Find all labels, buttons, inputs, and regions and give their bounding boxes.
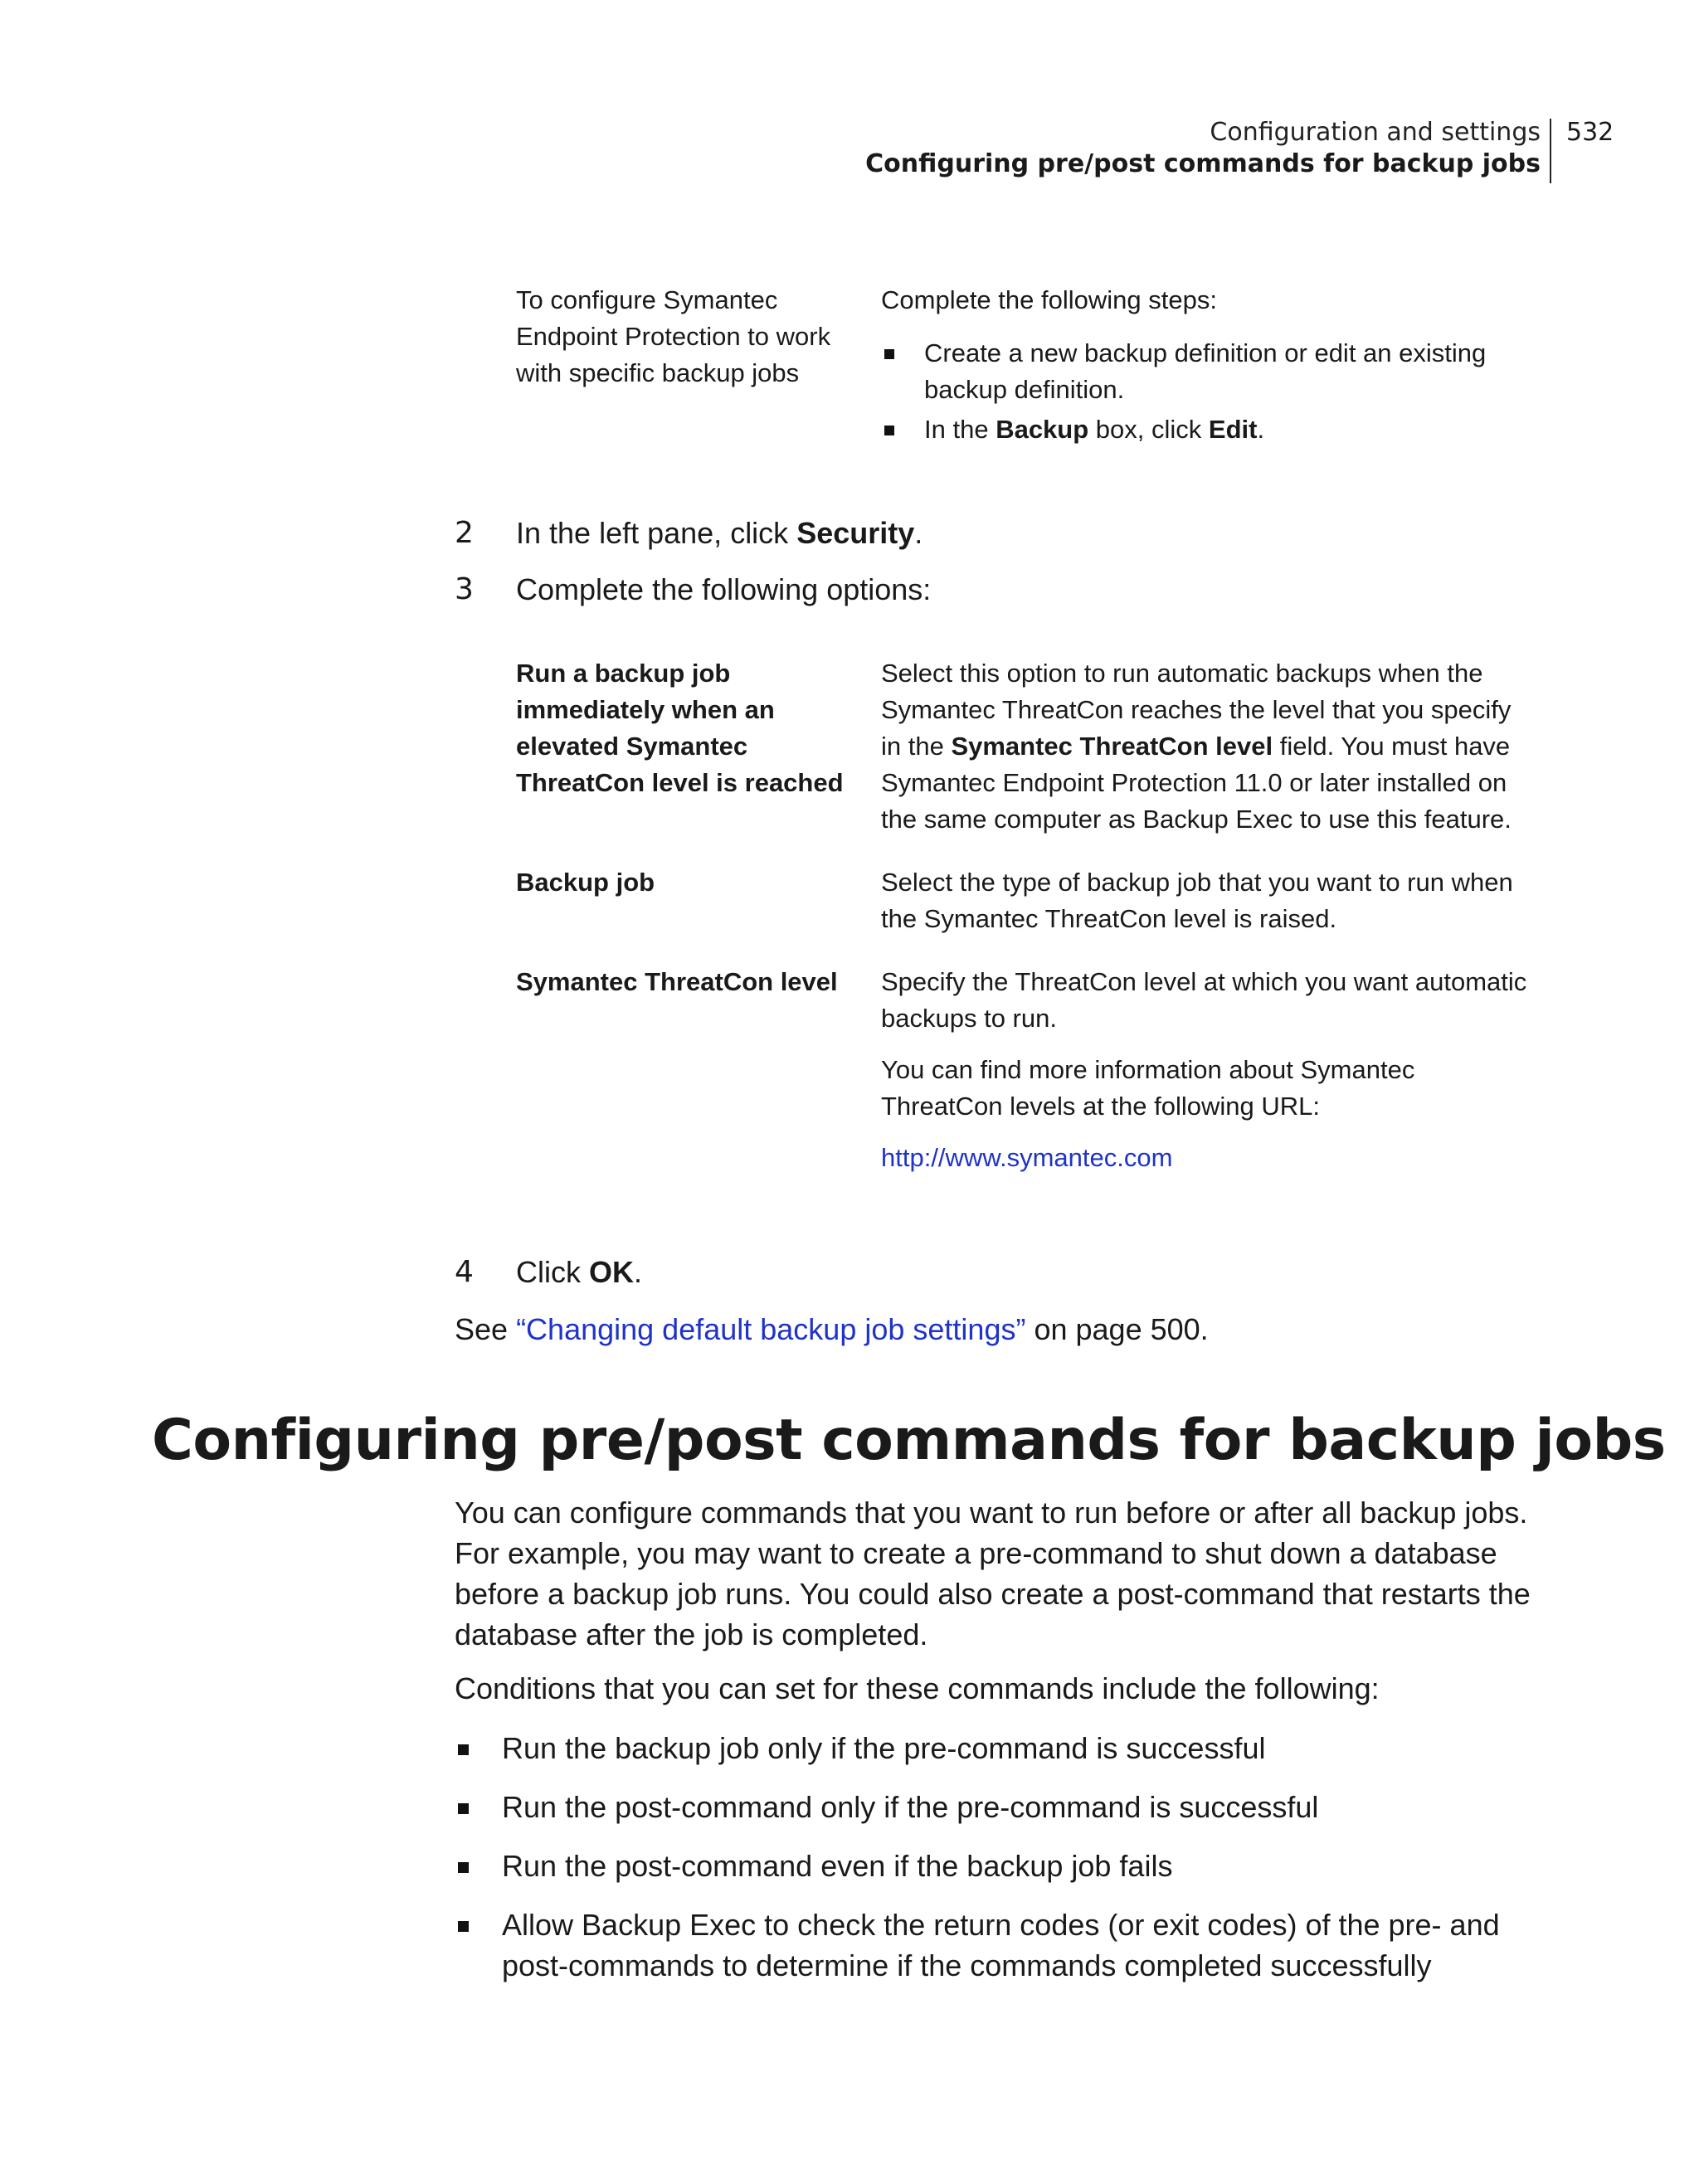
- option-row: [516, 964, 1536, 1176]
- option-label: Backup job: [516, 868, 655, 897]
- intro-paragraph: You can configure commands that you want to run before or after all backup jobs. For example, you may want to create a pre-command to shut down a database before a backup job runs. You could also create a post-command that restarts the database after the job is completed.: [455, 1496, 1531, 1651]
- bullet-icon: [458, 1744, 469, 1755]
- option-row: [516, 655, 1536, 838]
- header-section: Configuring pre/post commands for backup jobs: [865, 149, 1541, 178]
- header-chapter: Configuration and settings: [1210, 118, 1541, 147]
- list-item: [455, 1904, 1558, 1986]
- config-intro: Complete the following steps:: [881, 285, 1217, 314]
- step-number: 3: [455, 572, 474, 606]
- see-also-link[interactable]: “Changing default backup job settings”: [516, 1312, 1026, 1346]
- step-4: [455, 1253, 642, 1291]
- config-row: [516, 282, 1536, 448]
- section-heading: Configuring pre/post commands for backup jobs: [152, 1408, 1666, 1473]
- config-bullet-text: In the Backup box, click Edit.: [924, 415, 1265, 444]
- bullet-icon: [884, 426, 894, 435]
- list-item-text: Run the post-command even if the backup job fails: [502, 1849, 1173, 1883]
- step-3: [455, 571, 931, 609]
- conditions-list: [455, 1728, 1558, 2004]
- step-text: In the left pane, click Security.: [516, 516, 923, 550]
- bullet-icon: [458, 1862, 469, 1873]
- step-number: 4: [455, 1255, 474, 1289]
- config-bullet: [881, 335, 1536, 408]
- running-header: [865, 117, 1541, 180]
- option-label: Run a backup job immediately when an elevated Symantec ThreatCon level is reached: [516, 659, 844, 797]
- options-table: [516, 655, 1536, 1176]
- config-bullet-text: Create a new backup definition or edit an existing backup definition.: [924, 338, 1487, 404]
- step-2: [455, 514, 923, 552]
- option-desc: Specify the ThreatCon level at which you want automatic backups to run. You can find more information about Symantec ThreatCon levels at the following URL: http://www.symantec.com: [881, 967, 1527, 1172]
- list-item: [455, 1846, 1558, 1886]
- see-also: See “Changing default backup job settings” on page 500.: [455, 1312, 1209, 1346]
- config-steps: [881, 282, 1536, 448]
- config-bullet: [881, 411, 1536, 448]
- step-text: Complete the following options:: [516, 572, 932, 606]
- bullet-icon: [458, 1803, 469, 1814]
- header-divider: [1550, 119, 1551, 183]
- option-row: [516, 864, 1536, 937]
- option-desc: Select this option to run automatic backups when the Symantec ThreatCon reaches the level that you specify in the Symantec ThreatCon level field. You must have Symantec Endpoint Protection 11.0 or later installed on the same computer as Backup Exec to use this feature.: [881, 659, 1512, 834]
- bullet-icon: [884, 349, 894, 359]
- list-item-text: Run the post-command only if the pre-command is successful: [502, 1790, 1319, 1824]
- list-item: [455, 1728, 1558, 1768]
- option-desc: Select the type of backup job that you want to run when the Symantec ThreatCon level is raised.: [881, 868, 1513, 933]
- option-label: Symantec ThreatCon level: [516, 967, 838, 996]
- list-item-text: Allow Backup Exec to check the return codes (or exit codes) of the pre- and post-commands to determine if the commands completed successfully: [502, 1908, 1500, 1982]
- config-table: [516, 282, 1536, 448]
- step-text: Click OK.: [516, 1255, 643, 1289]
- list-item-text: Run the backup job only if the pre-command is successful: [502, 1731, 1266, 1765]
- page-number: 532: [1566, 118, 1614, 147]
- intro-text: [455, 1492, 1558, 1709]
- symantec-url-link[interactable]: http://www.symantec.com: [881, 1143, 1173, 1172]
- conditions-intro: Conditions that you can set for these commands include the following:: [455, 1671, 1380, 1705]
- config-label: To configure Symantec Endpoint Protection to work with specific backup jobs: [516, 285, 831, 387]
- step-number: 2: [455, 516, 474, 550]
- list-item: [455, 1787, 1558, 1827]
- bullet-icon: [458, 1921, 469, 1932]
